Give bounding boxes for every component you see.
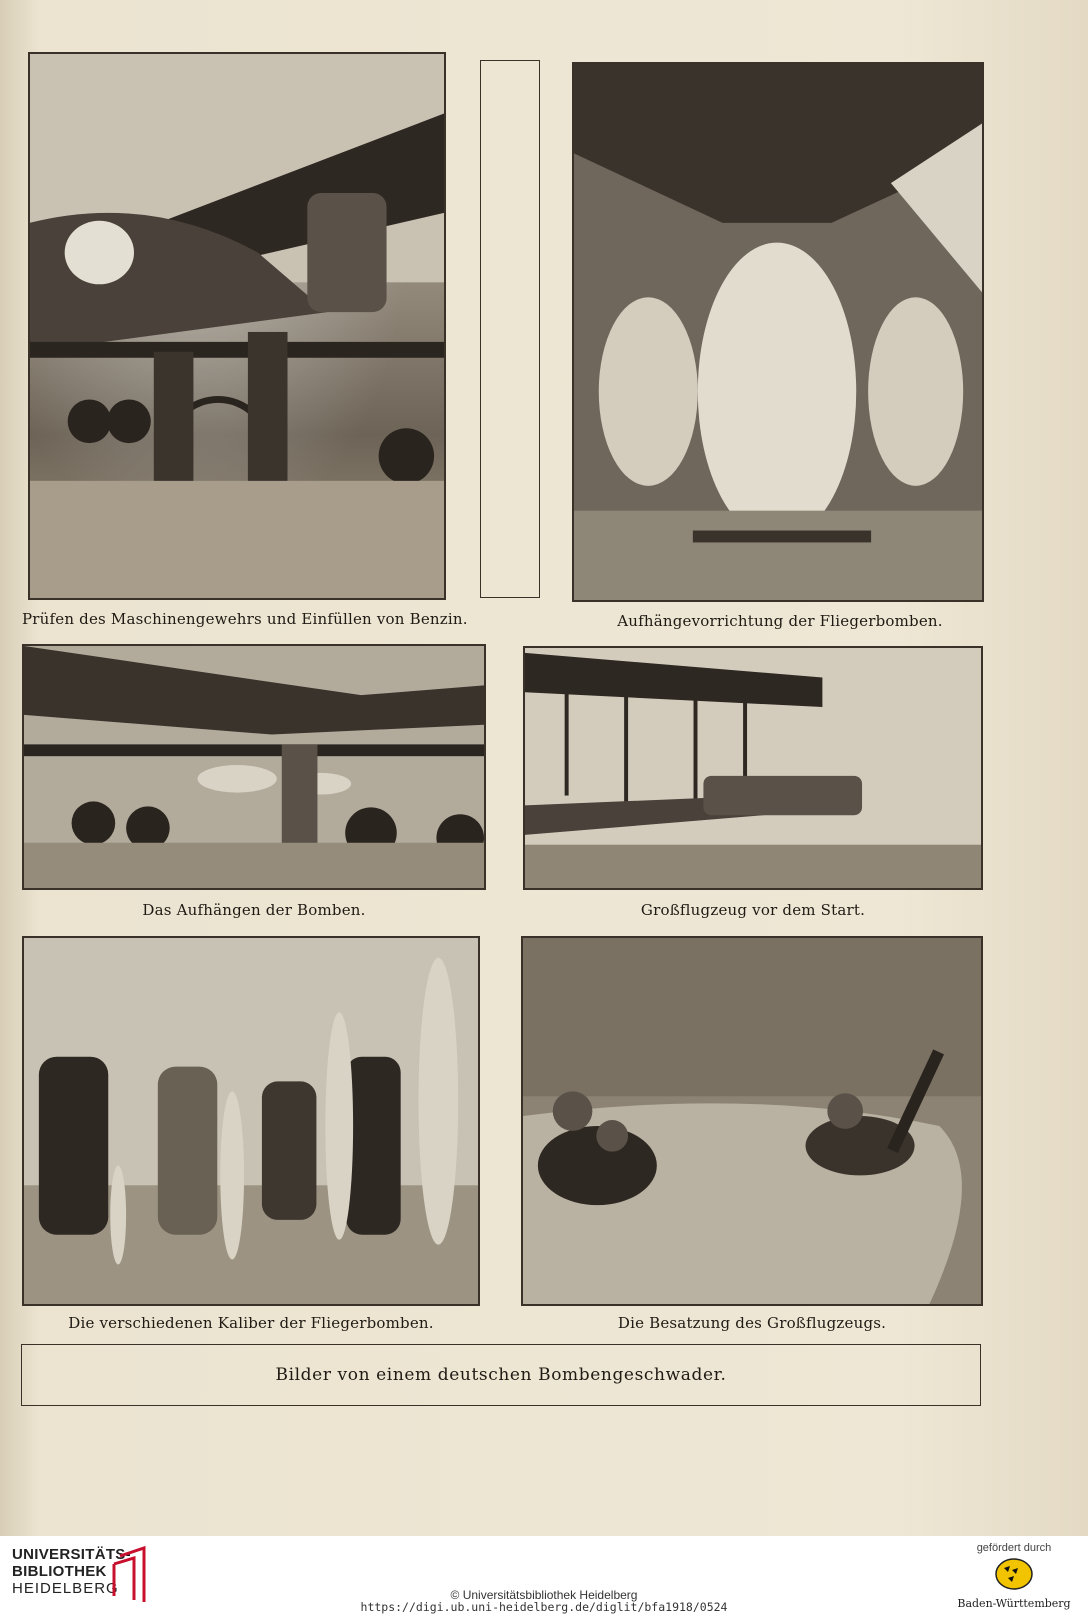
library-name-line1: UNIVERSITÄTS- (12, 1546, 131, 1563)
baden-wuerttemberg-crest-icon (994, 1558, 1034, 1590)
plane-start-illustration (525, 648, 981, 888)
caption-machine-gun-fuel: Prüfen des Maschinengewehrs und Einfüllen von Benzin. (22, 610, 468, 628)
library-name-line2: BIBLIOTHEK (12, 1563, 107, 1580)
photo-bomb-rack (572, 62, 984, 602)
page-title-frame (21, 1344, 981, 1406)
caption-aircraft-crew: Die Besatzung des Großflugzeugs. (617, 1314, 887, 1332)
copyright-text: © Universitätsbibliothek Heidelberg (450, 1588, 638, 1602)
caption-bomb-calibers: Die verschiedenen Kaliber der Fliegerbomben. (68, 1314, 434, 1332)
library-name-line3: HEIDELBERG (12, 1580, 119, 1597)
page-title: Bilder von einem deutschen Bombengeschwader. (275, 1365, 727, 1385)
permalink-url[interactable]: https://digi.ub.uni-heidelberg.de/diglit/bfa1918/0524 (360, 1600, 728, 1614)
sponsor-label: gefördert durch (976, 1542, 1052, 1554)
bomb-calibers-illustration (24, 938, 478, 1304)
photo-aircraft-crew (521, 936, 983, 1306)
sponsor-block (954, 1542, 1074, 1610)
photo-hanging-bombs (22, 644, 486, 890)
footer-bar (0, 1536, 1088, 1614)
caption-plane-before-start: Großflugzeug vor dem Start. (640, 901, 866, 919)
biplane-illustration (30, 54, 444, 598)
photo-bomb-calibers (22, 936, 480, 1306)
sponsor-name: Baden-Württemberg (957, 1597, 1071, 1610)
aircraft-crew-illustration (523, 938, 981, 1304)
bombs-illustration (574, 64, 982, 600)
hanging-bombs-illustration (24, 646, 484, 888)
photo-plane-before-start (523, 646, 983, 890)
photo-machine-gun-fuel (28, 52, 446, 600)
empty-frame (480, 60, 540, 598)
caption-bomb-rack: Aufhängevorrichtung der Fliegerbomben. (617, 612, 943, 630)
caption-hanging-bombs: Das Aufhängen der Bomben. (142, 901, 366, 919)
